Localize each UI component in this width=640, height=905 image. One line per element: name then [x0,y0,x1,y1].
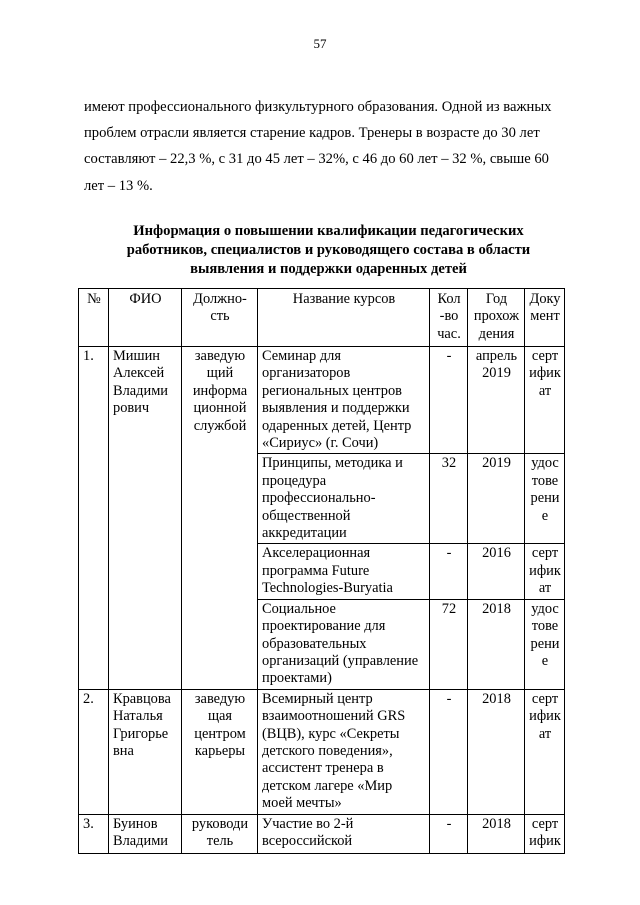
course-year: 2018 [468,689,525,814]
heading-line: Информация о повышении квалификации педагогических [133,223,524,239]
person-position: заведую щая центром карьеры [182,689,258,814]
course-hours: - [430,544,468,599]
course-name: Всемирный центр взаимоотношений GRS (ВЦВ), курс «Секреты детского поведения», ассистент тренера в детском лагере «Мир моей мечты» [258,689,430,814]
course-hours: - [430,814,468,853]
course-hours: - [430,689,468,814]
course-name: Акселерационная программа Future Technologies-Buryatia [258,544,430,599]
row-number: 2. [79,689,109,814]
course-year: 2018 [468,599,525,689]
course-name: Участие во 2-й всероссийской [258,814,430,853]
course-year: 2019 [468,454,525,544]
page-number: 57 [313,36,327,51]
course-year: апрель 2019 [468,347,525,454]
header-year: Год прохож дения [468,289,525,347]
paragraph-line: составляют – 22,3 %, с 31 до 45 лет – 32%, с 46 до 60 лет – 32 %, свыше 60 [84,151,549,168]
header-course: Название курсов [258,289,430,347]
person-position: заведую щий информа ционной службой [182,347,258,690]
course-document: удос тове рени е [525,599,565,689]
course-hours: 72 [430,599,468,689]
paragraph-line: проблем отрасли является старение кадров. Тренеры в возрасте до 30 лет [84,125,540,142]
course-name: Принципы, методика и процедура профессионально- общественной аккредитации [258,454,430,544]
row-number: 1. [79,347,109,690]
heading-line: работников, специалистов и руководящего состава в области [126,242,531,258]
course-document: серт ифик ат [525,347,565,454]
table-row [79,814,565,853]
header-hours: Кол -во час. [430,289,468,347]
table-header-row [79,289,565,347]
person-name: Мишин Алексей Владими рович [109,347,182,690]
course-hours: 32 [430,454,468,544]
table-row [79,347,565,454]
header-position: Должно- сть [182,289,258,347]
course-document: серт ифик ат [525,689,565,814]
table-row [79,689,565,814]
course-year: 2018 [468,814,525,853]
header-fio: ФИО [109,289,182,347]
qualification-table [78,288,565,854]
person-name: Кравцова Наталья Григорье вна [109,689,182,814]
course-name: Семинар для организаторов региональных центров выявления и поддержки одаренных детей, Центр «Сириус» (г. Сочи) [258,347,430,454]
header-num: № [79,289,109,347]
person-position: руководи тель [182,814,258,853]
course-document: серт ифик ат [525,544,565,599]
course-name: Социальное проектирование для образовательных организаций (управление проектами) [258,599,430,689]
paragraph-line: имеют профессионального физкультурного образования. Одной из важных [84,99,552,115]
row-number: 3. [79,814,109,853]
course-hours: - [430,347,468,454]
person-name: Буинов Владими [109,814,182,853]
heading-line: выявления и поддержки одаренных детей [190,261,467,277]
course-document: удос тове рени е [525,454,565,544]
table-heading [84,222,573,279]
header-doc: Доку мент [525,289,565,347]
course-year: 2016 [468,544,525,599]
body-paragraph [84,94,573,199]
course-document: серт ифик [525,814,565,853]
paragraph-line: лет – 13 %. [84,177,153,194]
